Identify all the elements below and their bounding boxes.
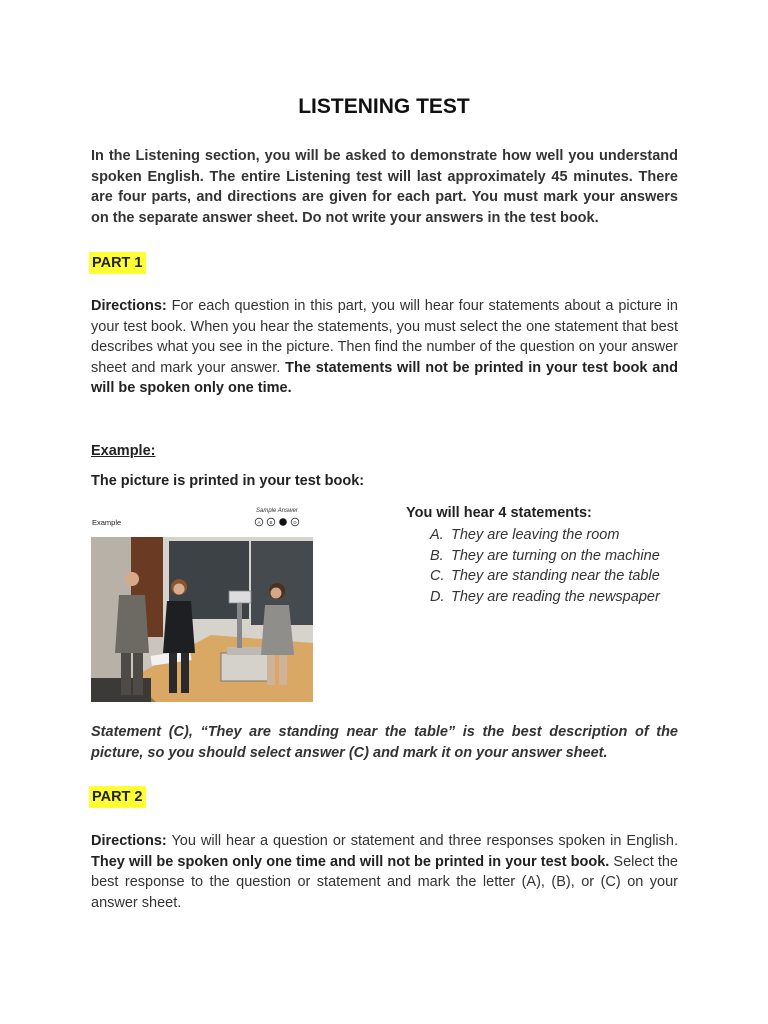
option-c-text: They are standing near the table [451, 568, 660, 585]
sample-answer-label: Sample Answer [256, 508, 298, 514]
option-a-letter: A. [430, 527, 444, 543]
picture-caption: Example [92, 518, 122, 527]
part2-directions-bold: They will be spoken only one time and will not be printed in your test book. [91, 853, 610, 870]
example-statement: Statement (C), “They are standing near the table” is the best description of the picture, so you should select answer (C) and mark it on your answer sheet. [91, 724, 678, 761]
intro-paragraph: In the Listening section, you will be asked to demonstrate how well you understand spoken English. The entire Listening test will last approximately 45 minutes. There are four parts, and directions are given for each part. You must mark your answers on the separate answer sheet. Do not write your answers in the test book. [91, 148, 678, 226]
part2-directions [91, 831, 678, 913]
example-label: Example: [91, 443, 156, 459]
example-photo [91, 503, 313, 702]
option-b-letter: B. [430, 547, 444, 564]
part2-directions-tail: Select the best response to the question or statement and mark the letter (A), (B), or (C) on your answer sheet. [91, 853, 678, 911]
option-d-text: They are reading the newspaper [451, 588, 660, 605]
part2-heading: PART 2 [89, 786, 146, 808]
option-d [430, 587, 660, 608]
option-c [430, 566, 660, 587]
option-a-text: They are leaving the room [451, 527, 620, 543]
bubble-b: B [269, 520, 273, 525]
option-b-text: They are turning on the machine [451, 547, 660, 564]
option-b [430, 546, 660, 567]
option-a [430, 525, 660, 546]
bubble-d: D [293, 520, 297, 525]
part1-directions-label: Directions: [91, 298, 167, 314]
statement-options [430, 525, 660, 607]
part1-directions-bold: The statements will not be printed in your test book and will be spoken only one time. [91, 359, 678, 397]
option-c-letter: C. [430, 568, 445, 585]
part1-directions-text: For each question in this part, you will hear four statements about a picture in your test book. When you hear the statements, you must select the one statement that best describes what you see in the picture. Then find the number of the question on your answer sheet and mark your answer. [91, 298, 678, 376]
bubble-c-filled [279, 518, 287, 526]
part2-directions-text: You will hear a question or statement and three responses spoken in English. [166, 833, 678, 849]
part1-heading: PART 1 [89, 252, 146, 274]
page-title: LISTENING TEST [298, 95, 470, 118]
hear-statements-title: You will hear 4 statements: [406, 505, 592, 521]
part1-directions [91, 296, 678, 399]
photo-scene [91, 537, 313, 702]
bubble-a: A [257, 520, 261, 525]
printed-note: The picture is printed in your test book: [91, 473, 365, 489]
option-d-letter: D. [430, 588, 445, 605]
part2-directions-label: Directions: [91, 833, 167, 849]
